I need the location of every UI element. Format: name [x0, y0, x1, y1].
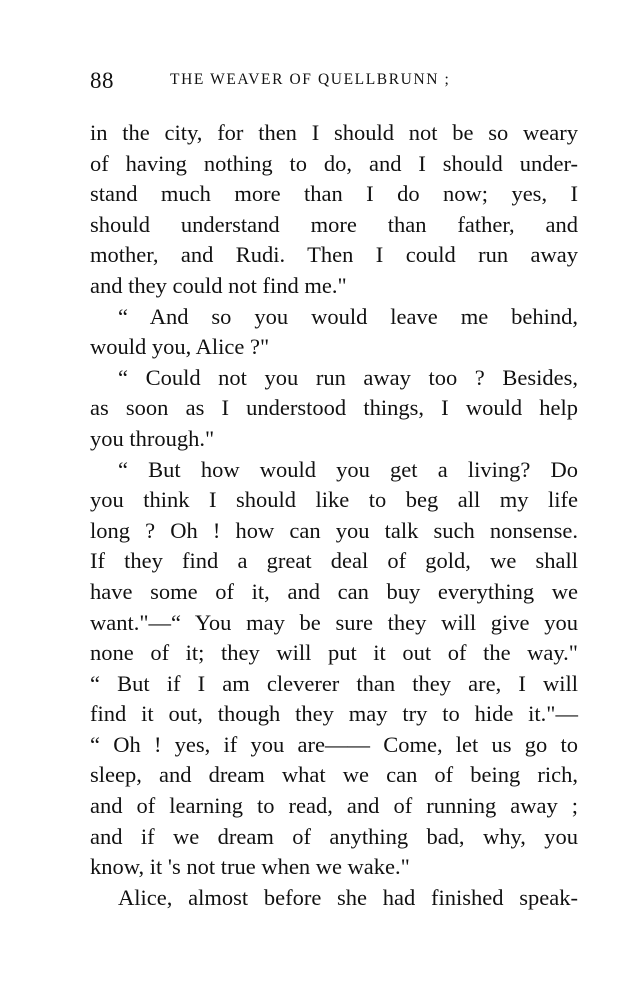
text-line: as soon as I understood things, I would help: [90, 395, 578, 421]
running-title: THE WEAVER OF QUELLBRUNN ;: [170, 71, 451, 88]
text-line: you through.": [90, 425, 215, 451]
text-line: of having nothing to do, and I should under-: [90, 150, 578, 176]
text-line: would you, Alice ?": [90, 334, 270, 360]
text-line: “ Could not you run away too ? Besides,: [118, 364, 578, 390]
text-line: in the city, for then I should not be so weary: [90, 120, 578, 145]
text-line: “ But if I am cleverer than they are, I will: [90, 670, 578, 696]
text-line: none of it; they will put it out of the way.": [90, 640, 578, 666]
text-line: have some of it, and can buy everything we: [90, 578, 578, 604]
text-line: “ And so you would leave me behind,: [118, 303, 578, 329]
text-line: mother, and Rudi. Then I could run away: [90, 242, 578, 268]
body-text: [90, 118, 578, 913]
text-line: and of learning to read, and of running away ;: [90, 793, 578, 819]
text-line: Alice, almost before she had finished speak-: [118, 884, 578, 910]
text-line: “ But how would you get a living? Do: [118, 456, 578, 482]
text-line: you think I should like to beg all my life: [90, 487, 578, 513]
text-line: and if we dream of anything bad, why, you: [90, 823, 578, 849]
text-line: find it out, though they may try to hide it."—: [90, 701, 578, 727]
running-head: [90, 68, 580, 98]
text-line: “ Oh ! yes, if you are—— Come, let us go to: [90, 731, 578, 757]
text-line: know, it 's not true when we wake.": [90, 854, 410, 880]
page-number: 88: [90, 68, 114, 93]
text-line: sleep, and dream what we can of being rich,: [90, 762, 578, 788]
text-line: should understand more than father, and: [90, 211, 578, 237]
text-line: and they could not find me.": [90, 272, 347, 298]
text-line: want."—“ You may be sure they will give you: [90, 609, 578, 635]
text-line: stand much more than I do now; yes, I: [90, 181, 578, 207]
text-line: If they find a great deal of gold, we shall: [90, 548, 578, 574]
text-line: long ? Oh ! how can you talk such nonsense.: [90, 517, 578, 543]
